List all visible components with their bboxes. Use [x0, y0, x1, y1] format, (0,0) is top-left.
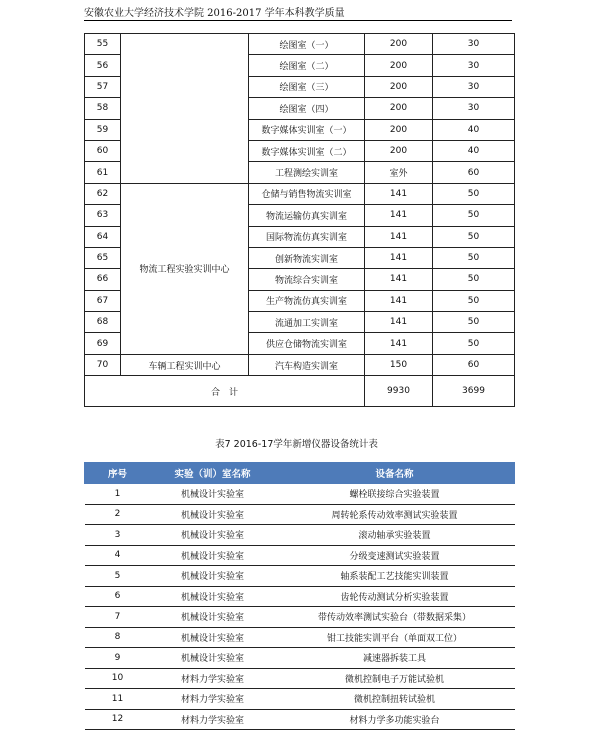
room-name-cell: 流通加工实训室: [249, 312, 365, 333]
table-row: [85, 566, 515, 587]
column-header-no: 序号: [85, 463, 151, 484]
lab-rooms-table: [84, 33, 515, 407]
lab-name-cell: 机械设计实验室: [151, 586, 275, 607]
room-name-cell: 绘图室（四）: [249, 98, 365, 119]
lab-name-cell: 机械设计实验室: [151, 525, 275, 546]
lab-name-cell: 机械设计实验室: [151, 607, 275, 628]
equipment-name-cell: 螺栓联接综合实验装置: [275, 484, 515, 505]
equipment-name-cell: 材料力学多功能实验台: [275, 709, 515, 730]
area-cell: 200: [365, 140, 433, 161]
seats-cell: 50: [433, 183, 515, 204]
row-number-cell: 6: [85, 586, 151, 607]
area-cell: 200: [365, 98, 433, 119]
table-row: [85, 586, 515, 607]
equipment-name-cell: 减速器拆装工具: [275, 648, 515, 669]
area-cell: 141: [365, 290, 433, 311]
area-cell: 200: [365, 55, 433, 76]
area-cell: 141: [365, 312, 433, 333]
row-number-cell: 63: [85, 205, 121, 226]
table-row: [85, 689, 515, 710]
row-number-cell: 64: [85, 226, 121, 247]
area-cell: 200: [365, 34, 433, 55]
lab-name-cell: 机械设计实验室: [151, 545, 275, 566]
room-name-cell: 数字媒体实训室（一）: [249, 119, 365, 140]
row-number-cell: 55: [85, 34, 121, 55]
lab-name-cell: 材料力学实验室: [151, 689, 275, 710]
equipment-name-cell: 分级变速测试实验装置: [275, 545, 515, 566]
table-row: [85, 607, 515, 628]
seats-cell: 40: [433, 119, 515, 140]
seats-cell: 30: [433, 55, 515, 76]
seats-cell: 30: [433, 98, 515, 119]
table-row: [85, 627, 515, 648]
equipment-name-cell: 轴系装配工艺技能实训装置: [275, 566, 515, 587]
seats-cell: 50: [433, 269, 515, 290]
row-number-cell: 7: [85, 607, 151, 628]
room-name-cell: 绘图室（一）: [249, 34, 365, 55]
row-number-cell: 69: [85, 333, 121, 354]
area-cell: 141: [365, 247, 433, 268]
lab-name-cell: 机械设计实验室: [151, 484, 275, 505]
seats-cell: 50: [433, 333, 515, 354]
room-name-cell: 数字媒体实训室（二）: [249, 140, 365, 161]
room-name-cell: 创新物流实训室: [249, 247, 365, 268]
room-name-cell: 物流运输仿真实训室: [249, 205, 365, 226]
table-row: [85, 668, 515, 689]
area-cell: 200: [365, 76, 433, 97]
area-cell: 室外: [365, 162, 433, 183]
row-number-cell: 62: [85, 183, 121, 204]
row-number-cell: 10: [85, 668, 151, 689]
lab-name-cell: 机械设计实验室: [151, 504, 275, 525]
seats-cell: 50: [433, 312, 515, 333]
row-number-cell: 11: [85, 689, 151, 710]
seats-cell: 40: [433, 140, 515, 161]
header-rule: [84, 20, 512, 21]
seats-cell: 30: [433, 76, 515, 97]
total-area: 9930: [365, 376, 433, 407]
seats-cell: 30: [433, 34, 515, 55]
equipment-name-cell: 钳工技能实训平台（单面双工位）: [275, 627, 515, 648]
lab-name-cell: 材料力学实验室: [151, 668, 275, 689]
table-row: [85, 648, 515, 669]
equipment-name-cell: 微机控制电子万能试验机: [275, 668, 515, 689]
row-number-cell: 66: [85, 269, 121, 290]
table-row: [85, 354, 515, 375]
table-row: [85, 545, 515, 566]
table-row: [85, 34, 515, 55]
equipment-name-cell: 齿轮传动测试分析实验装置: [275, 586, 515, 607]
table-row: [85, 183, 515, 204]
area-cell: 141: [365, 205, 433, 226]
row-number-cell: 58: [85, 98, 121, 119]
lab-name-cell: 机械设计实验室: [151, 627, 275, 648]
lab-name-cell: 机械设计实验室: [151, 648, 275, 669]
row-number-cell: 61: [85, 162, 121, 183]
room-name-cell: 绘图室（二）: [249, 55, 365, 76]
column-header-lab: 实验（训）室名称: [151, 463, 275, 484]
row-number-cell: 9: [85, 648, 151, 669]
room-name-cell: 汽车构造实训室: [249, 354, 365, 375]
area-cell: 200: [365, 119, 433, 140]
row-number-cell: 2: [85, 504, 151, 525]
new-equipment-table: [84, 462, 515, 730]
row-number-cell: 4: [85, 545, 151, 566]
area-cell: 141: [365, 183, 433, 204]
seats-cell: 60: [433, 162, 515, 183]
room-name-cell: 工程测绘实训室: [249, 162, 365, 183]
row-number-cell: 3: [85, 525, 151, 546]
area-cell: 150: [365, 354, 433, 375]
area-cell: 141: [365, 269, 433, 290]
table-header-row: [85, 463, 515, 484]
seats-cell: 50: [433, 247, 515, 268]
seats-cell: 50: [433, 290, 515, 311]
row-number-cell: 8: [85, 627, 151, 648]
row-number-cell: 56: [85, 55, 121, 76]
row-number-cell: 1: [85, 484, 151, 505]
page-header: 安徽农业大学经济技术学院 2016-2017 学年本科教学质量: [84, 8, 345, 19]
row-number-cell: 59: [85, 119, 121, 140]
table-row: [85, 525, 515, 546]
total-label: 合 计: [85, 376, 365, 407]
equipment-name-cell: 微机控制扭转试验机: [275, 689, 515, 710]
room-name-cell: 国际物流仿真实训室: [249, 226, 365, 247]
room-name-cell: 生产物流仿真实训室: [249, 290, 365, 311]
area-cell: 141: [365, 333, 433, 354]
center-cell-vehicle: 车辆工程实训中心: [121, 354, 249, 375]
seats-cell: 50: [433, 205, 515, 226]
row-number-cell: 70: [85, 354, 121, 375]
seats-cell: 50: [433, 226, 515, 247]
row-number-cell: 67: [85, 290, 121, 311]
table-row: [85, 484, 515, 505]
total-row: [85, 376, 515, 407]
lab-name-cell: 材料力学实验室: [151, 709, 275, 730]
area-cell: 141: [365, 226, 433, 247]
room-name-cell: 绘图室（三）: [249, 76, 365, 97]
equipment-name-cell: 滚动轴承实验装置: [275, 525, 515, 546]
total-seats: 3699: [433, 376, 515, 407]
equipment-name-cell: 带传动效率测试实验台（带数据采集）: [275, 607, 515, 628]
table-caption: 表7 2016-17学年新增仪器设备统计表: [215, 439, 378, 450]
row-number-cell: 5: [85, 566, 151, 587]
table-row: [85, 504, 515, 525]
lab-name-cell: 机械设计实验室: [151, 566, 275, 587]
row-number-cell: 57: [85, 76, 121, 97]
room-name-cell: 供应仓储物流实训室: [249, 333, 365, 354]
equipment-name-cell: 周转轮系传动效率测试实验装置: [275, 504, 515, 525]
center-cell-blank: [121, 34, 249, 184]
room-name-cell: 物流综合实训室: [249, 269, 365, 290]
column-header-equipment: 设备名称: [275, 463, 515, 484]
seats-cell: 60: [433, 354, 515, 375]
row-number-cell: 65: [85, 247, 121, 268]
row-number-cell: 68: [85, 312, 121, 333]
table-row: [85, 709, 515, 730]
row-number-cell: 60: [85, 140, 121, 161]
room-name-cell: 仓储与销售物流实训室: [249, 183, 365, 204]
center-cell-logistics: 物流工程实验实训中心: [121, 183, 249, 354]
row-number-cell: 12: [85, 709, 151, 730]
